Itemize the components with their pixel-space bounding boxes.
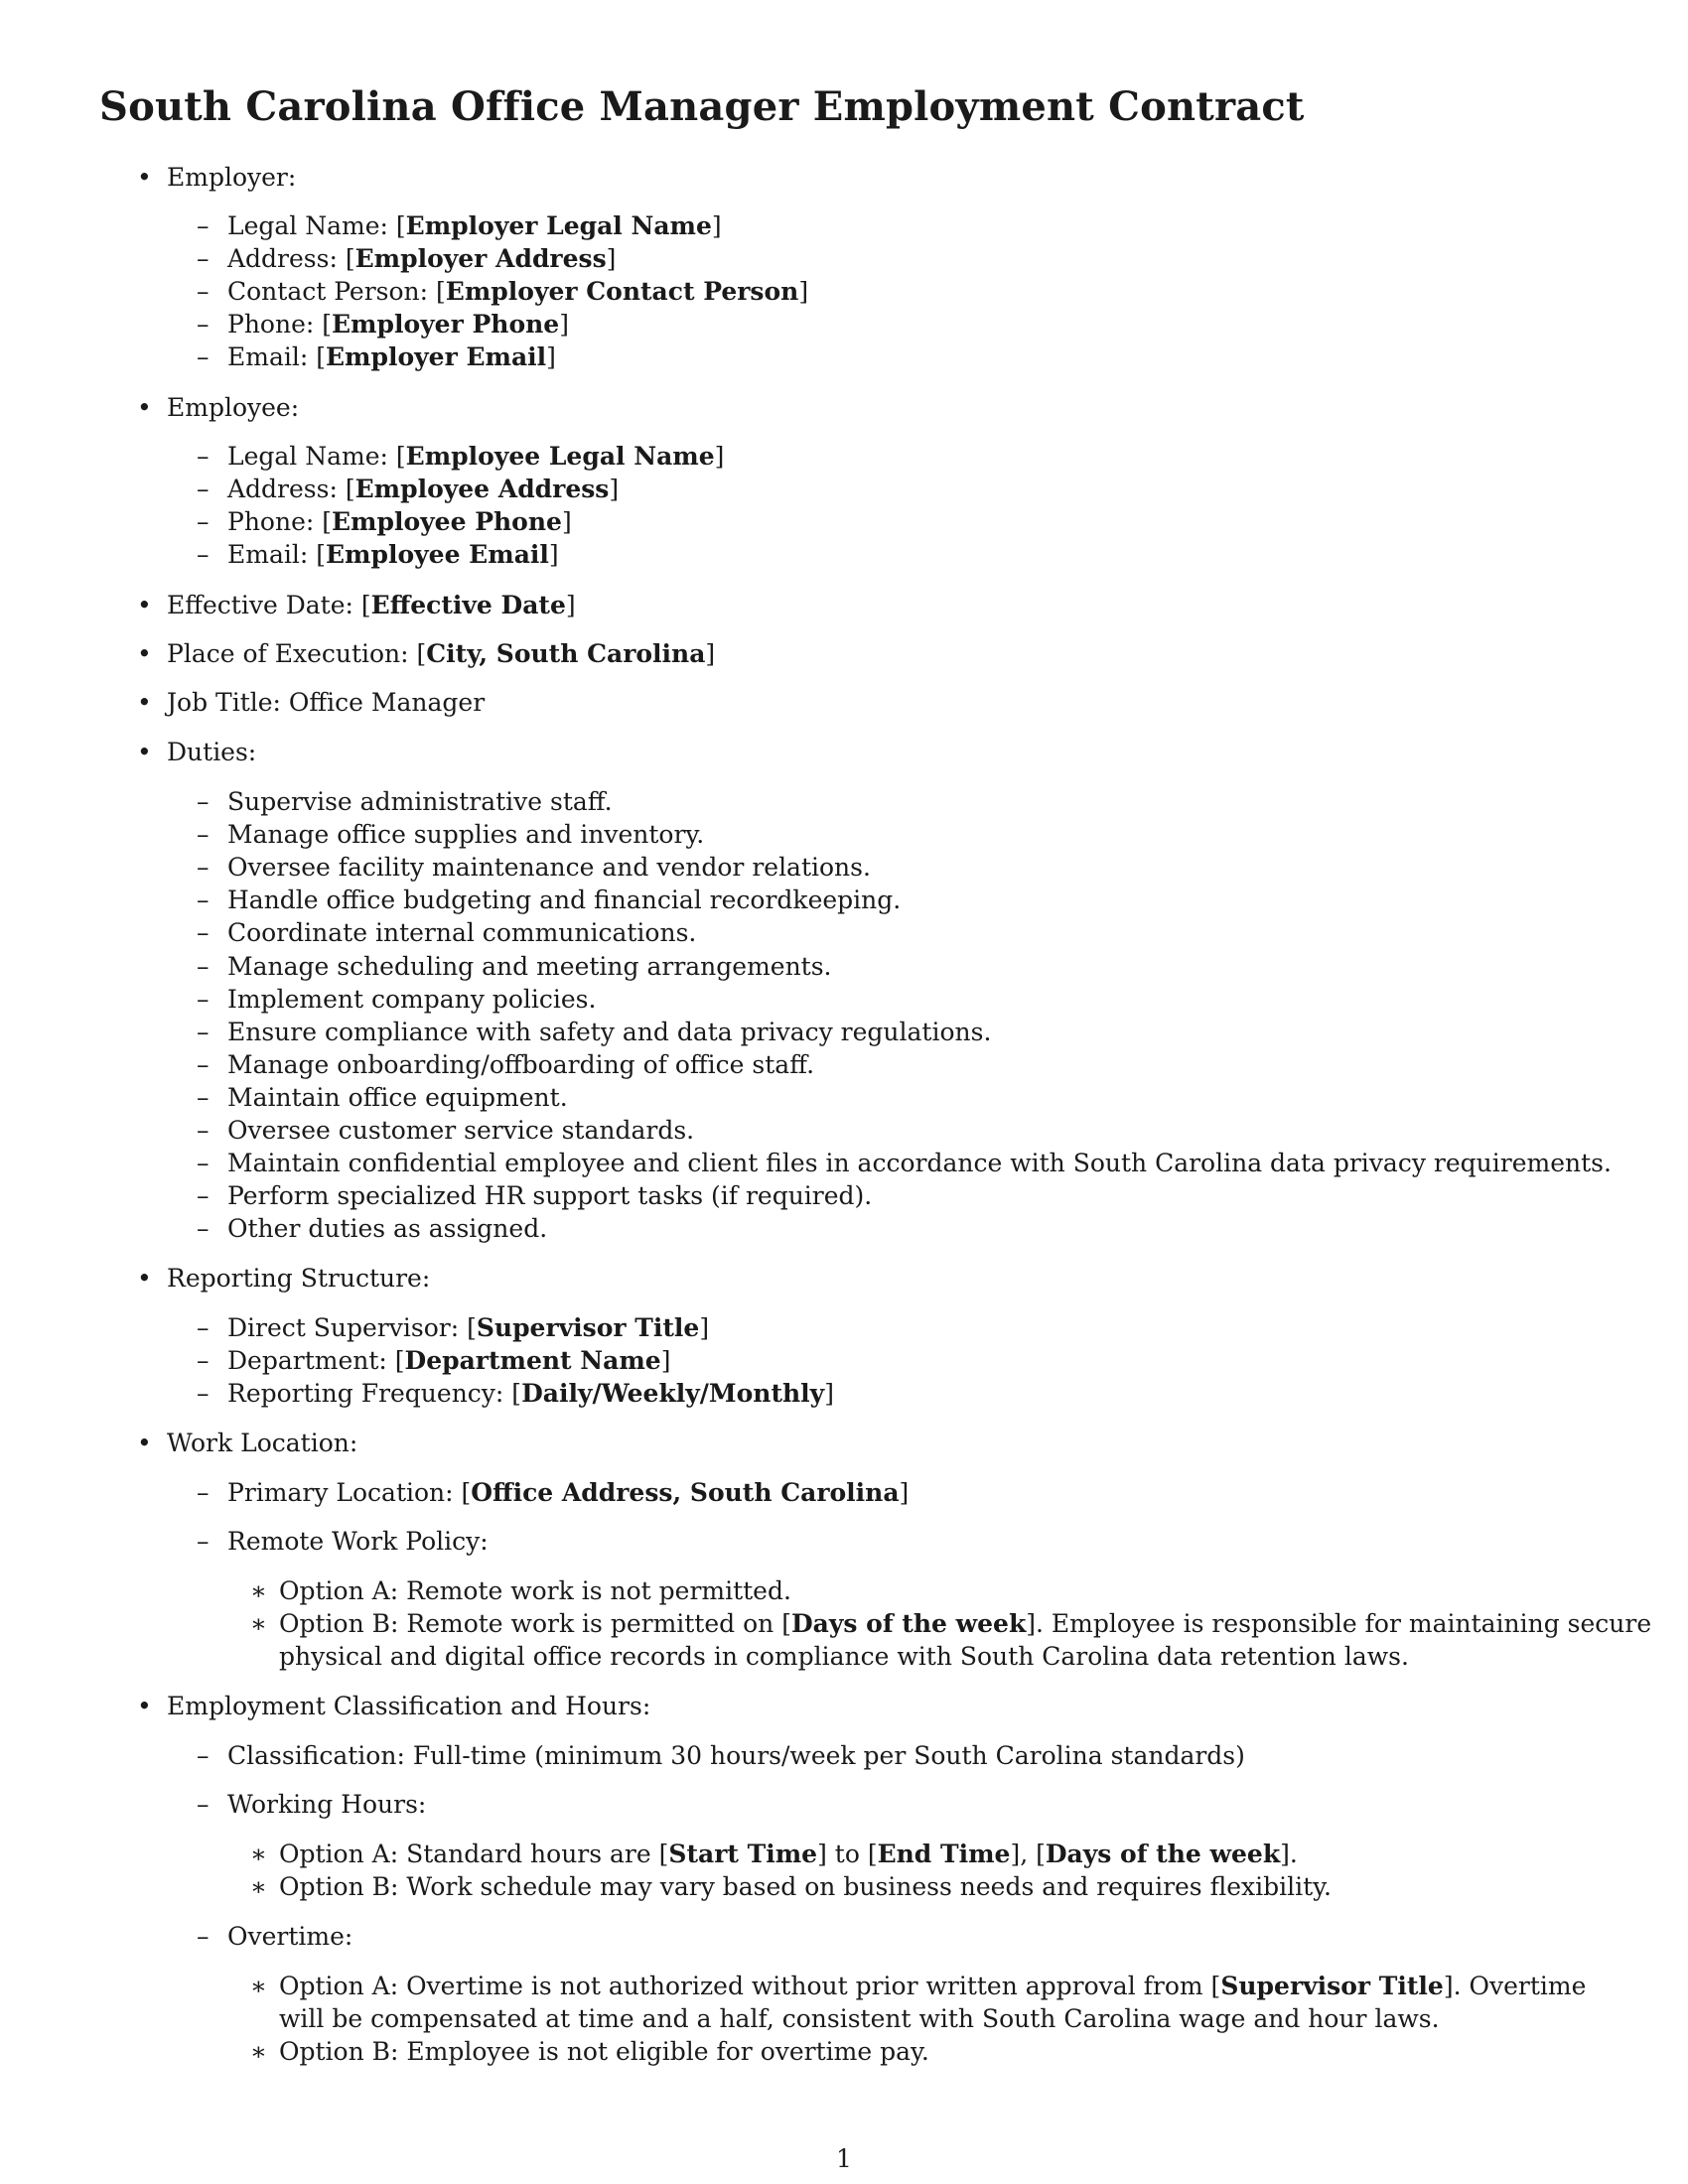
placeholder-field: Daily/Weekly/Monthly (521, 1379, 825, 1408)
list-item-level-3 (279, 1870, 1332, 1903)
list-item-level-2 (227, 1179, 872, 1212)
dash-marker: – (197, 1922, 210, 1951)
list-item-level-2 (227, 1212, 547, 1245)
list-item-level-2 (227, 538, 559, 571)
placeholder-field: Start Time (668, 1840, 818, 1868)
list-item-level-2 (227, 785, 613, 818)
list-item-text: Option A: Standard hours are [ (279, 1840, 669, 1868)
list-item-text: Primary Location: [ (227, 1478, 472, 1507)
dash-marker: – (197, 1116, 210, 1145)
list-item-text: ]. Employee is responsible for maintaining secure (1026, 1609, 1652, 1638)
list-item-level-2 (227, 440, 724, 473)
list-item-level-2 (227, 1788, 426, 1821)
dash-marker: – (197, 985, 210, 1014)
list-item-level-2 (227, 1311, 709, 1344)
asterisk-marker: ∗ (250, 1972, 267, 2000)
list-item-text: ] (711, 211, 722, 240)
list-item-text: Employment Classification and Hours: (167, 1692, 651, 1720)
list-item-text: Ensure compliance with safety and data privacy regulations. (227, 1018, 992, 1046)
placeholder-field: Employee Address (354, 475, 610, 503)
dash-marker: – (197, 244, 210, 273)
list-item-text: Address: [ (227, 475, 355, 503)
list-item-text: Email: [ (227, 342, 326, 371)
list-item-level-2 (227, 341, 556, 373)
list-item-text: Oversee customer service standards. (227, 1116, 695, 1145)
list-item-text: Reporting Frequency: [ (227, 1379, 522, 1408)
list-item-text: Option A: Remote work is not permitted. (279, 1576, 791, 1605)
list-item-level-2 (227, 1377, 834, 1410)
placeholder-field: Employer Address (354, 244, 607, 273)
list-item-text: ] (546, 342, 556, 371)
list-item-level-2 (227, 1525, 489, 1558)
list-item-level-2 (227, 473, 619, 505)
asterisk-marker: ∗ (250, 1840, 267, 1868)
list-item-level-2 (227, 983, 596, 1016)
list-item-text: ] to [ (817, 1840, 878, 1868)
dash-marker: – (197, 310, 210, 339)
list-item-text: Email: [ (227, 540, 326, 569)
dash-marker: – (197, 1379, 210, 1408)
asterisk-marker: ∗ (250, 1872, 267, 1901)
bullet-marker: • (137, 738, 152, 766)
list-item-text: Manage office supplies and inventory. (227, 820, 705, 849)
list-item-text: ] (609, 475, 620, 503)
list-item-level-2 (227, 1739, 1245, 1772)
placeholder-field: Supervisor Title (1220, 1972, 1444, 2000)
list-item-level-2 (227, 950, 832, 983)
bullet-marker: • (137, 1692, 152, 1720)
list-item-level-2 (227, 884, 901, 916)
list-item-text: ] (705, 639, 716, 668)
dash-marker: – (197, 952, 210, 981)
list-item-text: Other duties as assigned. (227, 1214, 548, 1243)
list-item-text: Employer: (167, 163, 297, 192)
list-item-text: Option B: Remote work is permitted on [ (279, 1609, 791, 1638)
list-item-text: Legal Name: [ (227, 211, 406, 240)
dash-marker: – (197, 1313, 210, 1342)
list-item-level-2 (227, 1920, 352, 1953)
dash-marker: – (197, 1214, 210, 1243)
list-item-text: ] (798, 277, 809, 306)
list-item-text: will be compensated at time and a half, consistent with South Carolina wage and hour laws. (279, 2004, 1440, 2033)
bullet-marker: • (137, 591, 152, 619)
list-item-text: Address: [ (227, 244, 355, 273)
list-item-text: Manage scheduling and meeting arrangements. (227, 952, 832, 981)
placeholder-field: Department Name (404, 1346, 661, 1375)
list-item-text: Option B: Employee is not eligible for overtime pay. (279, 2037, 929, 2066)
list-item-text: physical and digital office records in compliance with South Carolina data retention laws. (279, 1642, 1409, 1671)
list-item-text: ] (660, 1346, 671, 1375)
dash-marker: – (197, 787, 210, 816)
list-item-text: Contact Person: [ (227, 277, 446, 306)
placeholder-field: Effective Date (370, 591, 566, 619)
placeholder-field: Days of the week (1045, 1840, 1281, 1868)
list-item-level-2 (227, 275, 808, 308)
list-item-text: Manage onboarding/offboarding of office staff. (227, 1050, 815, 1079)
list-item-text: Duties: (167, 738, 257, 766)
placeholder-field: Employee Legal Name (405, 442, 715, 471)
dash-marker: – (197, 211, 210, 240)
dash-marker: – (197, 1527, 210, 1556)
list-item-level-1 (167, 391, 299, 424)
list-item-level-1 (167, 589, 576, 621)
placeholder-field: Employee Email (325, 540, 549, 569)
list-item-level-2 (227, 851, 871, 884)
list-item-level-2 (227, 209, 722, 242)
list-item-text: ]. Overtime (1443, 1972, 1587, 2000)
placeholder-field: Employee Phone (332, 507, 562, 536)
dash-marker: – (197, 1478, 210, 1507)
list-item-level-2 (227, 1048, 814, 1081)
list-item-level-2 (227, 916, 696, 949)
placeholder-field: Employer Legal Name (405, 211, 712, 240)
list-item-level-1 (167, 1427, 357, 1459)
bullet-marker: • (137, 639, 152, 668)
list-item-level-4 (279, 2002, 1440, 2035)
dash-marker: – (197, 886, 210, 914)
asterisk-marker: ∗ (250, 1576, 267, 1605)
page-number: 1 (836, 2144, 852, 2173)
dash-marker: – (197, 1018, 210, 1046)
placeholder-field: Office Address, South Carolina (471, 1478, 900, 1507)
list-item-text: Effective Date: [ (167, 591, 371, 619)
list-item-text: Remote Work Policy: (227, 1527, 489, 1556)
dash-marker: – (197, 1181, 210, 1210)
list-item-level-2 (227, 818, 704, 851)
list-item-text: Implement company policies. (227, 985, 597, 1014)
list-item-text: Place of Execution: [ (167, 639, 427, 668)
list-item-text: Job Title: Office Manager (167, 688, 486, 717)
list-item-text: Working Hours: (227, 1790, 427, 1819)
list-item-text: Direct Supervisor: [ (227, 1313, 477, 1342)
list-item-text: Phone: [ (227, 507, 332, 536)
list-item-level-2 (227, 1344, 670, 1377)
asterisk-marker: ∗ (250, 1609, 267, 1638)
placeholder-field: Employer Contact Person (445, 277, 799, 306)
dash-marker: – (197, 342, 210, 371)
list-item-level-3 (279, 1970, 1586, 2002)
dash-marker: – (197, 277, 210, 306)
list-item-level-2 (227, 1476, 909, 1509)
bullet-marker: • (137, 163, 152, 192)
dash-marker: – (197, 1346, 210, 1375)
list-item-text: ] (714, 442, 725, 471)
list-item-text: ] (899, 1478, 910, 1507)
dash-marker: – (197, 1083, 210, 1112)
dash-marker: – (197, 475, 210, 503)
list-item-text: ]. (1280, 1840, 1298, 1868)
list-item-text: Option B: Work schedule may vary based on business needs and requires flexibility. (279, 1872, 1332, 1901)
list-item-text: ] (824, 1379, 834, 1408)
list-item-level-3 (279, 1838, 1298, 1870)
bullet-marker: • (137, 393, 152, 422)
dash-marker: – (197, 918, 210, 947)
list-item-text: Classification: Full-time (minimum 30 hours/week per South Carolina standards) (227, 1741, 1245, 1770)
dash-marker: – (197, 507, 210, 536)
list-item-level-3 (279, 2035, 929, 2068)
list-item-level-3 (279, 1607, 1651, 1640)
list-item-text: ] (699, 1313, 710, 1342)
list-item-text: ] (559, 310, 569, 339)
list-item-level-1 (167, 736, 256, 768)
list-item-level-1 (167, 1690, 650, 1722)
list-item-text: Oversee facility maintenance and vendor relations. (227, 853, 871, 882)
bullet-marker: • (137, 1429, 152, 1457)
bullet-marker: • (137, 688, 152, 717)
list-item-level-2 (227, 1081, 568, 1114)
bullet-marker: • (137, 1264, 152, 1293)
list-item-level-1 (167, 637, 715, 670)
list-item-level-2 (227, 1016, 991, 1048)
dash-marker: – (197, 820, 210, 849)
list-item-text: Phone: [ (227, 310, 332, 339)
list-item-text: Employee: (167, 393, 300, 422)
placeholder-field: Days of the week (790, 1609, 1027, 1638)
list-item-text: ] (561, 507, 572, 536)
page-title: South Carolina Office Manager Employment Contract (99, 83, 1305, 130)
list-item-text: Option A: Overtime is not authorized without prior written approval from [ (279, 1972, 1221, 2000)
dash-marker: – (197, 1149, 210, 1177)
list-item-text: Work Location: (167, 1429, 358, 1457)
list-item-text: Department: [ (227, 1346, 405, 1375)
placeholder-field: City, South Carolina (426, 639, 706, 668)
list-item-text: Supervise administrative staff. (227, 787, 613, 816)
placeholder-field: End Time (877, 1840, 1011, 1868)
dash-marker: – (197, 442, 210, 471)
dash-marker: – (197, 1050, 210, 1079)
list-item-text: ] (548, 540, 559, 569)
placeholder-field: Supervisor Title (476, 1313, 700, 1342)
list-item-text: Maintain office equipment. (227, 1083, 568, 1112)
list-item-text: Coordinate internal communications. (227, 918, 697, 947)
list-item-level-2 (227, 1147, 1612, 1179)
placeholder-field: Employer Email (325, 342, 547, 371)
asterisk-marker: ∗ (250, 2037, 267, 2066)
list-item-level-2 (227, 242, 616, 275)
dash-marker: – (197, 1741, 210, 1770)
dash-marker: – (197, 540, 210, 569)
list-item-level-2 (227, 308, 569, 341)
list-item-level-2 (227, 505, 572, 538)
list-item-text: Reporting Structure: (167, 1264, 431, 1293)
list-item-text: Overtime: (227, 1922, 353, 1951)
list-item-text: ] (606, 244, 617, 273)
dash-marker: – (197, 853, 210, 882)
list-item-text: ], [ (1010, 1840, 1046, 1868)
list-item-text: Handle office budgeting and financial recordkeeping. (227, 886, 902, 914)
list-item-level-1 (167, 1262, 430, 1295)
list-item-level-2 (227, 1114, 694, 1147)
list-item-text: Legal Name: [ (227, 442, 406, 471)
dash-marker: – (197, 1790, 210, 1819)
list-item-level-1 (167, 161, 296, 194)
list-item-text: ] (565, 591, 576, 619)
list-item-text: Perform specialized HR support tasks (if required). (227, 1181, 873, 1210)
list-item-level-1 (167, 686, 485, 719)
placeholder-field: Employer Phone (332, 310, 560, 339)
list-item-level-4 (279, 1640, 1409, 1673)
list-item-level-3 (279, 1574, 791, 1607)
list-item-text: Maintain confidential employee and client files in accordance with South Carolina data privacy requirements. (227, 1149, 1612, 1177)
